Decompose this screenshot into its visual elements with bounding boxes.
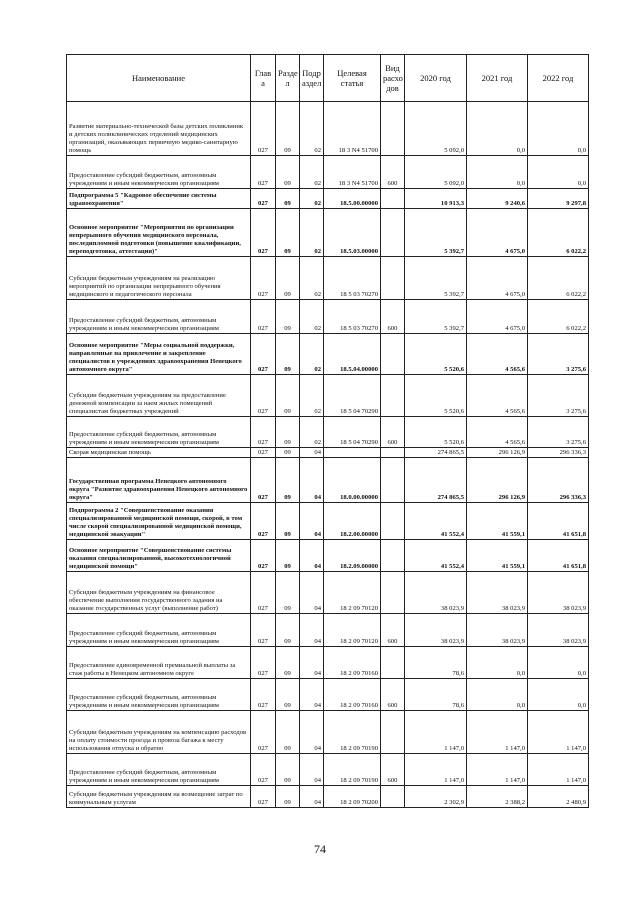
table-cell-podrazdel: 04 [300, 754, 324, 786]
table-cell-2021: 41 559,1 [467, 503, 528, 540]
budget-table-sheet [66, 54, 588, 808]
header-podrazdel: Подр аздел [300, 55, 324, 102]
table-cell-razdel: 09 [276, 786, 300, 808]
table-cell-razdel: 09 [276, 300, 300, 334]
table-cell-podrazdel: 04 [300, 711, 324, 754]
table-cell-target-article: 18.2.09.00000 [324, 540, 381, 572]
table-cell-razdel: 09 [276, 448, 300, 458]
table-row [67, 156, 589, 189]
table-cell-name: Субсидии бюджетным учреждениям на возмещение затрат по коммунальным услугам [67, 786, 251, 808]
table-cell-2021: 0,0 [467, 647, 528, 679]
table-cell-glava: 027 [251, 257, 276, 300]
table-cell-2021: 4 675,0 [467, 257, 528, 300]
table-cell-target-article: 18 2 09 70160 [324, 647, 381, 679]
table-cell-name: Подпрограмма 2 "Совершенствование оказания специализированной медицинской помощи, скорой, в том числе скорой специализированной медицинской помощи, медицинской эвакуации" [67, 503, 251, 540]
table-cell-expense-type [381, 711, 405, 754]
table-cell-name: Предоставление субсидий бюджетным, автономным учреждениям и иным некоммерческим организациям [67, 156, 251, 189]
table-cell-expense-type [381, 503, 405, 540]
table-cell-target-article: 18 5 03 70270 [324, 257, 381, 300]
table-cell-target-article: 18 2 09 70120 [324, 572, 381, 614]
header-2021: 2021 год [467, 55, 528, 102]
table-cell-target-article: 18 5 04 70290 [324, 375, 381, 417]
table-cell-2022: 296 336,3 [528, 448, 589, 458]
table-cell-glava: 027 [251, 334, 276, 375]
table-cell-2021: 4 565,6 [467, 334, 528, 375]
table-cell-expense-type [381, 572, 405, 614]
table-cell-name: Развитие материально-технической базы детских поликлиник и детских поликлинических отделений медицинских организаций, оказывающих первичную медико-санитарную помощь [67, 102, 251, 156]
table-cell-name: Субсидии бюджетным учреждениям на предоставление денежной компенсации за наем жилых помещений специалистам бюджетных учреждений [67, 375, 251, 417]
table-cell-2020: 2 302,9 [405, 786, 467, 808]
table-cell-name: Подпрограмма 5 "Кадровое обеспечение системы здравоохранения" [67, 189, 251, 209]
table-cell-2021: 2 388,2 [467, 786, 528, 808]
table-row [67, 503, 589, 540]
table-cell-target-article: 18 2 09 70160 [324, 679, 381, 711]
table-cell-2022: 38 023,9 [528, 614, 589, 647]
table-cell-name: Скорая медицинская помощь [67, 448, 251, 458]
table-cell-razdel: 09 [276, 257, 300, 300]
table-cell-2022: 3 275,6 [528, 334, 589, 375]
table-cell-2022: 0,0 [528, 679, 589, 711]
table-cell-2020: 274 865,5 [405, 458, 467, 503]
table-cell-name: Основное мероприятие "Совершенствование системы оказания специализированной, высокотехнологичной медицинской помощи" [67, 540, 251, 572]
table-cell-name: Предоставление единовременной премиальной выплаты за стаж работы в Ненецком автономном округе [67, 647, 251, 679]
table-cell-2020: 38 023,9 [405, 572, 467, 614]
table-cell-2020: 5 392,7 [405, 300, 467, 334]
table-cell-razdel: 09 [276, 647, 300, 679]
table-cell-target-article: 18 2 09 70200 [324, 786, 381, 808]
table-cell-razdel: 09 [276, 417, 300, 448]
table-cell-2021: 0,0 [467, 102, 528, 156]
table-cell-razdel: 09 [276, 375, 300, 417]
table-row [67, 417, 589, 448]
table-cell-name: Субсидии бюджетным учреждениям на реализацию мероприятий по организации непрерывного обучения медицинского и педагогического персонала [67, 257, 251, 300]
table-cell-2021: 1 147,0 [467, 711, 528, 754]
table-cell-glava: 027 [251, 417, 276, 448]
table-cell-target-article: 18.5.00.00000 [324, 189, 381, 209]
header-glava: Глав а [251, 55, 276, 102]
table-cell-name: Предоставление субсидий бюджетным, автономным учреждениям и иным некоммерческим организациям [67, 754, 251, 786]
header-razdel: Разде л [276, 55, 300, 102]
table-cell-2021: 4 675,0 [467, 209, 528, 257]
table-cell-razdel: 09 [276, 102, 300, 156]
table-cell-glava: 027 [251, 540, 276, 572]
table-cell-2020: 5 520,6 [405, 375, 467, 417]
table-row [67, 540, 589, 572]
header-2020: 2020 год [405, 55, 467, 102]
table-cell-2022: 3 275,6 [528, 417, 589, 448]
table-cell-expense-type [381, 540, 405, 572]
table-cell-2021: 41 559,1 [467, 540, 528, 572]
table-cell-2022: 0,0 [528, 156, 589, 189]
table-cell-expense-type: 600 [381, 754, 405, 786]
table-cell-glava: 027 [251, 711, 276, 754]
table-row [67, 209, 589, 257]
table-cell-glava: 027 [251, 189, 276, 209]
table-cell-name: Субсидии бюджетным учреждениям на компенсацию расходов на оплату стоимости проезда и провоза багажа к месту использования отпуска и обратно [67, 711, 251, 754]
table-cell-2021: 4 565,6 [467, 375, 528, 417]
table-cell-2022: 3 275,6 [528, 375, 589, 417]
header-2022: 2022 год [528, 55, 589, 102]
table-row [67, 189, 589, 209]
table-cell-razdel: 09 [276, 754, 300, 786]
table-cell-podrazdel: 04 [300, 786, 324, 808]
table-cell-target-article: 18 2 09 70120 [324, 614, 381, 647]
table-cell-2021: 1 147,0 [467, 754, 528, 786]
table-row [67, 572, 589, 614]
header-name: Наименование [67, 55, 251, 102]
table-cell-2022: 6 022,2 [528, 209, 589, 257]
table-cell-podrazdel: 02 [300, 189, 324, 209]
table-cell-glava: 027 [251, 156, 276, 189]
table-cell-podrazdel: 02 [300, 300, 324, 334]
table-cell-name: Предоставление субсидий бюджетным, автономным учреждениям и иным некоммерческим организациям [67, 614, 251, 647]
table-cell-expense-type: 600 [381, 614, 405, 647]
table-row [67, 614, 589, 647]
table-cell-glava: 027 [251, 503, 276, 540]
table-cell-glava: 027 [251, 786, 276, 808]
table-cell-2022: 6 022,2 [528, 300, 589, 334]
table-cell-2022: 38 023,9 [528, 572, 589, 614]
table-cell-expense-type [381, 375, 405, 417]
table-row [67, 334, 589, 375]
table-cell-2021: 38 023,9 [467, 572, 528, 614]
table-cell-glava: 027 [251, 448, 276, 458]
table-cell-target-article: 18 5 04 70290 [324, 417, 381, 448]
table-row [67, 711, 589, 754]
table-cell-2021: 296 126,9 [467, 448, 528, 458]
table-row [67, 458, 589, 503]
table-cell-name: Предоставление субсидий бюджетным, автономным учреждениям и иным некоммерческим организациям [67, 417, 251, 448]
table-body [67, 102, 589, 808]
table-cell-name: Предоставление субсидий бюджетным, автономным учреждениям и иным некоммерческим организациям [67, 300, 251, 334]
table-row [67, 754, 589, 786]
table-cell-podrazdel: 04 [300, 540, 324, 572]
table-cell-razdel: 09 [276, 156, 300, 189]
table-cell-2020: 41 552,4 [405, 540, 467, 572]
table-cell-2021: 4 565,6 [467, 417, 528, 448]
table-cell-podrazdel: 02 [300, 209, 324, 257]
table-cell-target-article: 18 5 03 70270 [324, 300, 381, 334]
table-cell-razdel: 09 [276, 540, 300, 572]
table-cell-2022: 296 336,3 [528, 458, 589, 503]
budget-table [66, 54, 589, 808]
table-cell-expense-type: 600 [381, 300, 405, 334]
table-cell-glava: 027 [251, 754, 276, 786]
table-cell-glava: 027 [251, 572, 276, 614]
table-cell-2020: 38 023,9 [405, 614, 467, 647]
table-row [67, 300, 589, 334]
table-cell-target-article [324, 448, 381, 458]
table-cell-target-article: 18.5.03.00000 [324, 209, 381, 257]
table-cell-glava: 027 [251, 458, 276, 503]
table-cell-razdel: 09 [276, 189, 300, 209]
table-header-row [67, 55, 589, 102]
header-expense-type: Вид расхо дов [381, 55, 405, 102]
table-cell-target-article: 18 2 09 70190 [324, 754, 381, 786]
table-cell-2020: 5 092,0 [405, 102, 467, 156]
table-cell-glava: 027 [251, 614, 276, 647]
table-cell-name: Основное мероприятие "Меры социальной поддержки, направленные на привлечение и закрепление специалистов в учреждениях здравоохранения Ненецкого автономного округа" [67, 334, 251, 375]
table-cell-podrazdel: 04 [300, 647, 324, 679]
table-cell-razdel: 09 [276, 679, 300, 711]
table-cell-razdel: 09 [276, 209, 300, 257]
table-cell-razdel: 09 [276, 503, 300, 540]
table-cell-podrazdel: 04 [300, 572, 324, 614]
table-cell-glava: 027 [251, 102, 276, 156]
table-cell-expense-type [381, 448, 405, 458]
table-cell-2020: 78,6 [405, 679, 467, 711]
table-cell-expense-type [381, 257, 405, 300]
table-cell-2021: 9 240,6 [467, 189, 528, 209]
header-target-article: Целевая статья [324, 55, 381, 102]
table-cell-2021: 0,0 [467, 156, 528, 189]
table-cell-target-article: 18.5.04.00000 [324, 334, 381, 375]
table-cell-expense-type: 600 [381, 417, 405, 448]
table-cell-2022: 1 147,0 [528, 711, 589, 754]
table-cell-2021: 0,0 [467, 679, 528, 711]
table-cell-name: Предоставление субсидий бюджетным, автономным учреждениям и иным некоммерческим организациям [67, 679, 251, 711]
table-row [67, 448, 589, 458]
table-cell-expense-type: 600 [381, 679, 405, 711]
table-cell-podrazdel: 02 [300, 334, 324, 375]
table-cell-2020: 5 392,7 [405, 209, 467, 257]
table-cell-2021: 38 023,9 [467, 614, 528, 647]
table-cell-2022: 0,0 [528, 102, 589, 156]
table-cell-target-article: 18.0.00.00000 [324, 458, 381, 503]
table-cell-glava: 027 [251, 300, 276, 334]
table-cell-2021: 4 675,0 [467, 300, 528, 334]
table-cell-target-article: 18.2.00.00000 [324, 503, 381, 540]
table-cell-podrazdel: 02 [300, 257, 324, 300]
table-cell-expense-type [381, 647, 405, 679]
table-cell-podrazdel: 02 [300, 417, 324, 448]
table-cell-2020: 41 552,4 [405, 503, 467, 540]
table-cell-2020: 5 392,7 [405, 257, 467, 300]
table-cell-2022: 2 480,9 [528, 786, 589, 808]
table-cell-target-article: 18 3 N4 51700 [324, 156, 381, 189]
table-cell-2020: 10 913,3 [405, 189, 467, 209]
table-cell-podrazdel: 02 [300, 156, 324, 189]
table-cell-2020: 5 092,0 [405, 156, 467, 189]
table-cell-expense-type [381, 209, 405, 257]
page-number: 74 [314, 842, 326, 856]
table-cell-expense-type [381, 102, 405, 156]
table-cell-name: Государственная программа Ненецкого автономного округа "Развитие здравоохранения Ненецкого автономного округа" [67, 458, 251, 503]
table-cell-glava: 027 [251, 679, 276, 711]
table-cell-2020: 274 865,5 [405, 448, 467, 458]
table-cell-expense-type [381, 189, 405, 209]
table-cell-target-article: 18 3 N4 51700 [324, 102, 381, 156]
table-cell-razdel: 09 [276, 572, 300, 614]
table-cell-podrazdel: 04 [300, 679, 324, 711]
table-cell-razdel: 09 [276, 614, 300, 647]
table-cell-name: Основное мероприятие "Мероприятия по организации непрерывного обучения медицинского персонала, последипломной подготовки (повышение квалификации, переподготовка, аттестация)" [67, 209, 251, 257]
table-cell-podrazdel: 04 [300, 503, 324, 540]
table-cell-2020: 1 147,0 [405, 711, 467, 754]
table-cell-target-article: 18 2 09 70190 [324, 711, 381, 754]
table-cell-2020: 1 147,0 [405, 754, 467, 786]
table-row [67, 786, 589, 808]
table-cell-2022: 41 651,8 [528, 503, 589, 540]
table-cell-name: Субсидии бюджетным учреждениям на финансовое обеспечение выполнения государственного задания на оказание государственных услуг (выполнение работ) [67, 572, 251, 614]
table-cell-2022: 41 651,8 [528, 540, 589, 572]
table-cell-2022: 9 297,8 [528, 189, 589, 209]
table-cell-podrazdel: 02 [300, 102, 324, 156]
table-cell-razdel: 09 [276, 458, 300, 503]
table-row [67, 102, 589, 156]
table-row [67, 257, 589, 300]
table-cell-expense-type: 600 [381, 156, 405, 189]
table-row [67, 679, 589, 711]
table-cell-razdel: 09 [276, 334, 300, 375]
table-cell-2021: 296 126,9 [467, 458, 528, 503]
table-cell-2022: 6 022,2 [528, 257, 589, 300]
table-cell-razdel: 09 [276, 711, 300, 754]
table-cell-glava: 027 [251, 375, 276, 417]
table-cell-expense-type [381, 786, 405, 808]
table-cell-2020: 5 520,6 [405, 417, 467, 448]
table-row [67, 375, 589, 417]
table-cell-podrazdel: 02 [300, 375, 324, 417]
table-cell-2022: 0,0 [528, 647, 589, 679]
table-row [67, 647, 589, 679]
table-cell-podrazdel: 04 [300, 448, 324, 458]
table-cell-podrazdel: 04 [300, 614, 324, 647]
table-cell-expense-type [381, 334, 405, 375]
table-cell-glava: 027 [251, 209, 276, 257]
table-cell-2020: 5 520,6 [405, 334, 467, 375]
table-cell-glava: 027 [251, 647, 276, 679]
table-cell-podrazdel: 04 [300, 458, 324, 503]
table-cell-expense-type [381, 458, 405, 503]
table-cell-2020: 78,6 [405, 647, 467, 679]
table-cell-2022: 1 147,0 [528, 754, 589, 786]
